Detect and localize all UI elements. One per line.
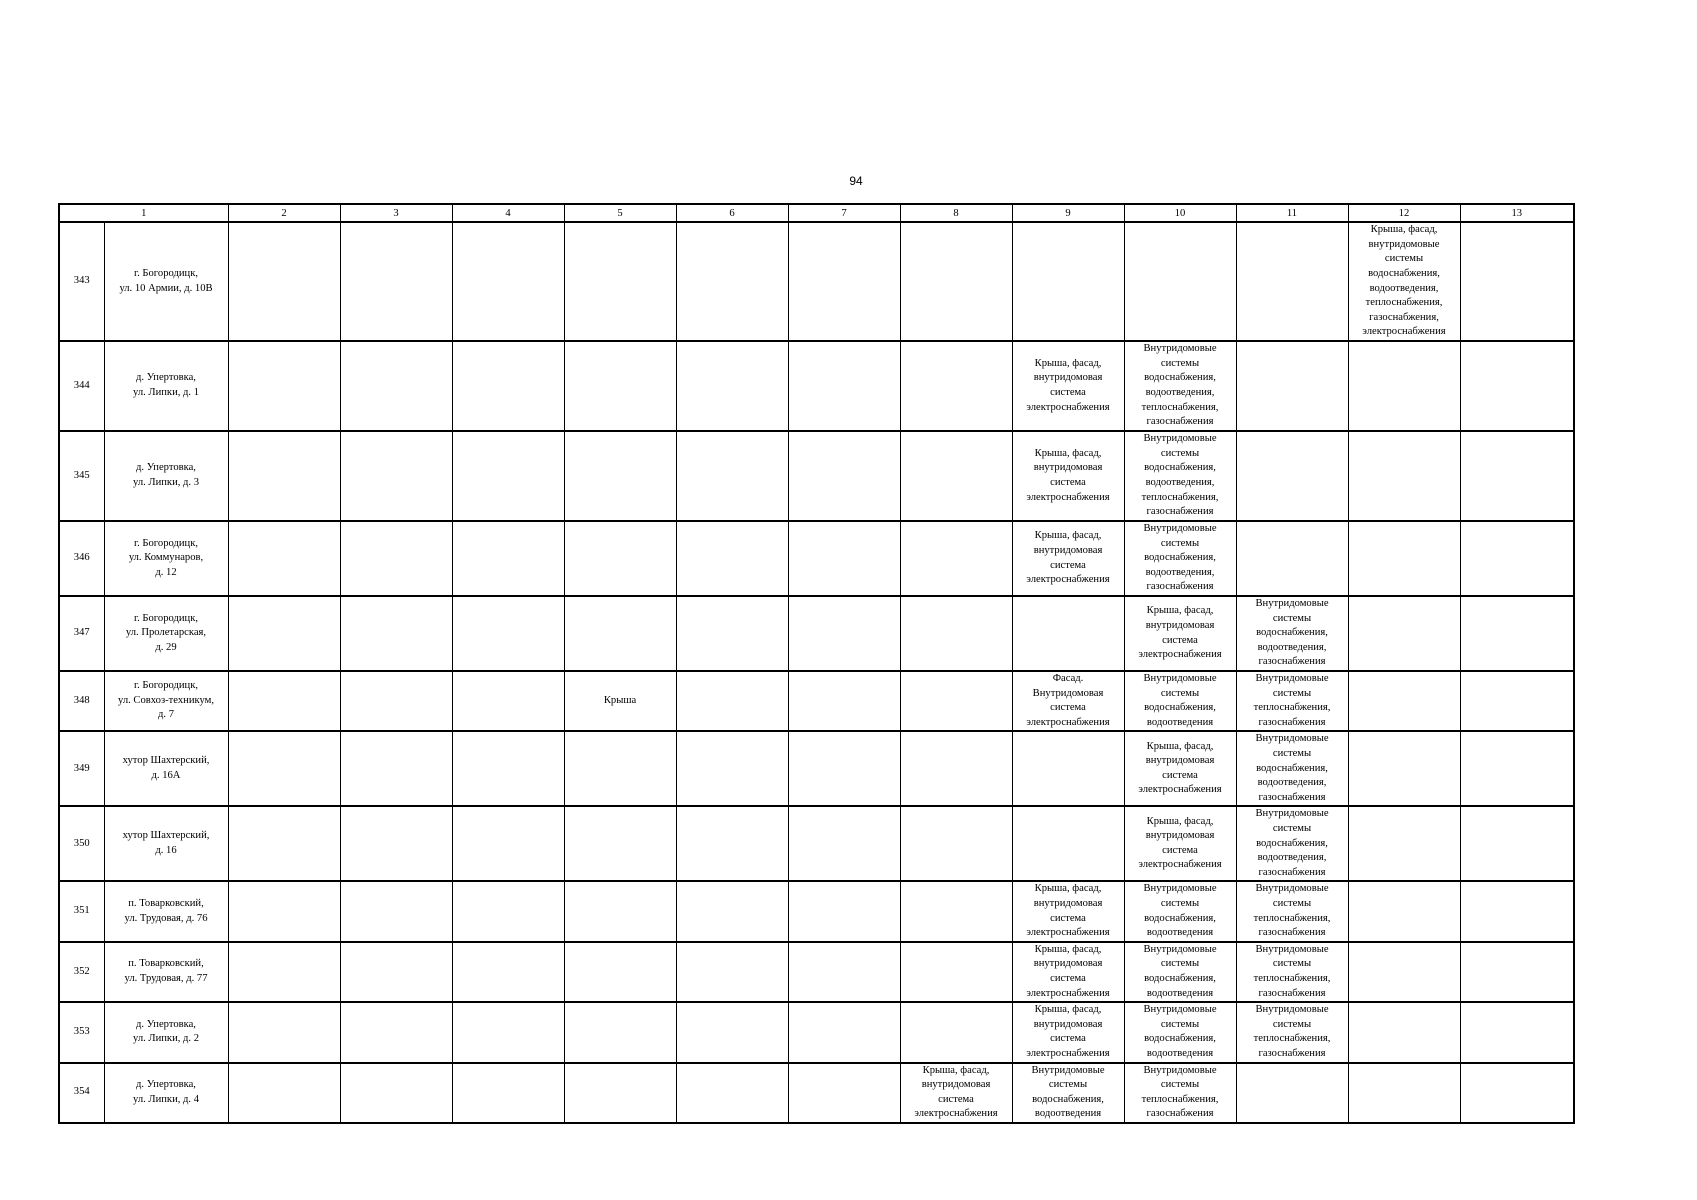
work-cell-11 — [1236, 942, 1348, 1002]
work-cell-12 — [1348, 521, 1460, 596]
cell-text: п. Товарковский, ул. Трудовая, д. 77 — [124, 958, 208, 984]
work-cell-6 — [676, 1063, 788, 1123]
work-cell-8 — [900, 431, 1012, 521]
cell-text: хутор Шахтерский, д. 16 — [122, 830, 210, 856]
address-cell — [104, 1002, 228, 1062]
cell-text: Внутридомовые системы водоснабжения, водоотведения — [1143, 943, 1217, 999]
address-cell — [104, 596, 228, 671]
address-cell — [104, 881, 228, 941]
work-cell-4 — [452, 1002, 564, 1062]
cell-text: 351 — [73, 905, 90, 917]
cell-text: 343 — [73, 275, 90, 287]
cell-text: 352 — [73, 965, 90, 977]
work-cell-10 — [1124, 431, 1236, 521]
cell-text: Внутридомовые системы теплоснабжения, газоснабжения — [1141, 1064, 1219, 1120]
work-cell-12 — [1348, 1063, 1460, 1123]
work-cell-4 — [452, 222, 564, 341]
column-header: 2 — [228, 204, 340, 222]
work-cell-11 — [1236, 521, 1348, 596]
cell-text: Крыша, фасад, внутридомовая система электроснабжения — [1138, 605, 1222, 661]
work-cell-12 — [1348, 881, 1460, 941]
address-cell — [104, 1063, 228, 1123]
address-cell — [104, 671, 228, 731]
cell-text: 346 — [73, 552, 90, 564]
work-cell-13 — [1460, 596, 1574, 671]
work-cell-4 — [452, 596, 564, 671]
cell-text: Крыша, фасад, внутридомовая система электроснабжения — [1138, 815, 1222, 871]
column-header: 8 — [900, 204, 1012, 222]
cell-text: Крыша, фасад, внутридомовые системы водоснабжения, водоотведения, теплоснабжения, газоснабжения, электроснабжения — [1362, 224, 1446, 338]
work-cell-12 — [1348, 731, 1460, 806]
work-cell-9 — [1012, 1002, 1124, 1062]
cell-text: д. Упертовка, ул. Липки, д. 1 — [132, 372, 200, 398]
table-row — [59, 431, 1574, 521]
work-cell-13 — [1460, 431, 1574, 521]
work-cell-12 — [1348, 431, 1460, 521]
cell-text: Внутридомовые системы водоснабжения, водоотведения — [1031, 1064, 1105, 1120]
work-cell-6 — [676, 431, 788, 521]
work-cell-12 — [1348, 806, 1460, 881]
repair-schedule-table — [58, 203, 1575, 1124]
table-row — [59, 1063, 1574, 1123]
work-cell-12 — [1348, 671, 1460, 731]
row-number-cell — [59, 806, 104, 881]
cell-text: Крыша, фасад, внутридомовая система электроснабжения — [1026, 530, 1110, 586]
work-cell-2 — [228, 1002, 340, 1062]
work-cell-11 — [1236, 596, 1348, 671]
table-row — [59, 521, 1574, 596]
column-header: 9 — [1012, 204, 1124, 222]
column-header: 13 — [1460, 204, 1574, 222]
table-row — [59, 881, 1574, 941]
cell-text: г. Богородицк, ул. Совхоз-техникум, д. 7 — [118, 680, 215, 721]
cell-text: Внутридомовые системы водоснабжения, водоотведения, газоснабжения — [1255, 808, 1329, 878]
work-cell-8 — [900, 942, 1012, 1002]
cell-text: п. Товарковский, ул. Трудовая, д. 76 — [124, 897, 208, 924]
cell-text: Крыша, фасад, внутридомовая система электроснабжения — [1026, 357, 1110, 413]
work-cell-7 — [788, 341, 900, 431]
work-cell-7 — [788, 1063, 900, 1123]
cell-text: хутор Шахтерский, д. 16А — [122, 755, 210, 781]
work-cell-4 — [452, 521, 564, 596]
work-cell-11 — [1236, 341, 1348, 431]
cell-text: Внутридомовые системы теплоснабжения, газоснабжения — [1253, 673, 1331, 728]
work-cell-2 — [228, 806, 340, 881]
work-cell-11 — [1236, 1063, 1348, 1123]
work-cell-12 — [1348, 596, 1460, 671]
work-cell-9 — [1012, 341, 1124, 431]
work-cell-6 — [676, 881, 788, 941]
table-row — [59, 596, 1574, 671]
work-cell-3 — [340, 431, 452, 521]
row-number-cell — [59, 222, 104, 341]
cell-text: Крыша, фасад, внутридомовая система электроснабжения — [1026, 1004, 1110, 1059]
row-number-cell — [59, 942, 104, 1002]
table-row — [59, 671, 1574, 731]
work-cell-3 — [340, 341, 452, 431]
table-row — [59, 806, 1574, 881]
work-cell-4 — [452, 671, 564, 731]
address-cell — [104, 431, 228, 521]
work-cell-10 — [1124, 1002, 1236, 1062]
cell-text: Крыша, фасад, внутридомовая система электроснабжения — [1026, 447, 1110, 503]
work-cell-7 — [788, 806, 900, 881]
work-cell-4 — [452, 1063, 564, 1123]
cell-text: Внутридомовые системы теплоснабжения, газоснабжения — [1253, 883, 1331, 939]
table-row — [59, 341, 1574, 431]
work-cell-13 — [1460, 942, 1574, 1002]
work-cell-2 — [228, 521, 340, 596]
work-cell-2 — [228, 341, 340, 431]
work-cell-5 — [564, 731, 676, 806]
work-cell-6 — [676, 731, 788, 806]
work-cell-7 — [788, 671, 900, 731]
cell-text: Внутридомовые системы водоснабжения, водоотведения — [1143, 1004, 1217, 1059]
work-cell-11 — [1236, 671, 1348, 731]
address-cell — [104, 341, 228, 431]
row-number-cell — [59, 1063, 104, 1123]
work-cell-3 — [340, 1002, 452, 1062]
cell-text: Фасад. Внутридомовая система электроснабжения — [1026, 673, 1110, 728]
work-cell-8 — [900, 1002, 1012, 1062]
cell-text: г. Богородицк, ул. Пролетарская, д. 29 — [125, 612, 207, 653]
work-cell-7 — [788, 222, 900, 341]
work-cell-4 — [452, 942, 564, 1002]
work-cell-8 — [900, 1063, 1012, 1123]
cell-text: Крыша, фасад, внутридомовая система электроснабжения — [1026, 943, 1110, 999]
work-cell-5 — [564, 881, 676, 941]
work-cell-7 — [788, 942, 900, 1002]
work-cell-11 — [1236, 222, 1348, 341]
column-header: 4 — [452, 204, 564, 222]
work-cell-5 — [564, 1002, 676, 1062]
work-cell-4 — [452, 881, 564, 941]
work-cell-13 — [1460, 731, 1574, 806]
work-cell-6 — [676, 341, 788, 431]
work-cell-5 — [564, 341, 676, 431]
work-cell-10 — [1124, 806, 1236, 881]
work-cell-8 — [900, 341, 1012, 431]
work-cell-5 — [564, 1063, 676, 1123]
work-cell-5 — [564, 671, 676, 731]
work-cell-9 — [1012, 222, 1124, 341]
work-cell-6 — [676, 596, 788, 671]
work-cell-4 — [452, 431, 564, 521]
row-number-cell — [59, 881, 104, 941]
work-cell-9 — [1012, 596, 1124, 671]
work-cell-2 — [228, 596, 340, 671]
column-header: 7 — [788, 204, 900, 222]
work-cell-7 — [788, 521, 900, 596]
work-cell-5 — [564, 942, 676, 1002]
cell-text: д. Упертовка, ул. Липки, д. 2 — [132, 1018, 200, 1045]
cell-text: Внутридомовые системы водоснабжения, водоотведения — [1143, 883, 1217, 939]
address-cell — [104, 731, 228, 806]
work-cell-10 — [1124, 222, 1236, 341]
cell-text: д. Упертовка, ул. Липки, д. 4 — [132, 1079, 200, 1105]
cell-text: Крыша, фасад, внутридомовая система электроснабжения — [1026, 883, 1110, 939]
work-cell-3 — [340, 521, 452, 596]
work-cell-2 — [228, 222, 340, 341]
work-cell-11 — [1236, 431, 1348, 521]
cell-text: Крыша — [603, 694, 637, 706]
work-cell-3 — [340, 942, 452, 1002]
cell-text: 344 — [73, 379, 90, 391]
work-cell-10 — [1124, 942, 1236, 1002]
work-cell-8 — [900, 521, 1012, 596]
work-cell-4 — [452, 341, 564, 431]
work-cell-10 — [1124, 341, 1236, 431]
work-cell-6 — [676, 1002, 788, 1062]
work-cell-2 — [228, 431, 340, 521]
work-cell-13 — [1460, 1002, 1574, 1062]
work-cell-2 — [228, 881, 340, 941]
work-cell-13 — [1460, 222, 1574, 341]
work-cell-5 — [564, 806, 676, 881]
work-cell-3 — [340, 1063, 452, 1123]
cell-text: г. Богородицк, ул. Коммунаров, д. 12 — [128, 537, 204, 578]
cell-text: Внутридомовые системы водоснабжения, водоотведения — [1143, 673, 1217, 728]
cell-text: Крыша, фасад, внутридомовая система электроснабжения — [1138, 740, 1222, 796]
cell-text: 350 — [73, 837, 90, 849]
work-cell-12 — [1348, 341, 1460, 431]
cell-text: Крыша, фасад, внутридомовая система электроснабжения — [914, 1064, 998, 1120]
work-cell-8 — [900, 222, 1012, 341]
cell-text: Внутридомовые системы теплоснабжения, газоснабжения — [1253, 1004, 1331, 1059]
work-cell-5 — [564, 521, 676, 596]
cell-text: Внутридомовые системы водоснабжения, водоотведения, газоснабжения — [1255, 733, 1329, 803]
work-cell-7 — [788, 881, 900, 941]
work-cell-9 — [1012, 521, 1124, 596]
address-cell — [104, 806, 228, 881]
row-number-cell — [59, 731, 104, 806]
column-header: 10 — [1124, 204, 1236, 222]
column-header: 1 — [59, 204, 228, 222]
cell-text: 353 — [73, 1026, 90, 1038]
cell-text: Внутридомовые системы теплоснабжения, газоснабжения — [1253, 943, 1331, 999]
work-cell-5 — [564, 431, 676, 521]
work-cell-2 — [228, 671, 340, 731]
column-header-row — [59, 204, 1574, 222]
work-cell-12 — [1348, 942, 1460, 1002]
work-cell-9 — [1012, 731, 1124, 806]
column-header: 5 — [564, 204, 676, 222]
work-cell-2 — [228, 731, 340, 806]
row-number-cell — [59, 596, 104, 671]
work-cell-11 — [1236, 881, 1348, 941]
cell-text: Внутридомовые системы водоснабжения, водоотведения, газоснабжения — [1143, 523, 1217, 593]
work-cell-10 — [1124, 1063, 1236, 1123]
work-cell-6 — [676, 671, 788, 731]
work-cell-9 — [1012, 806, 1124, 881]
cell-text: д. Упертовка, ул. Липки, д. 3 — [132, 462, 200, 488]
table-row — [59, 731, 1574, 806]
table-row — [59, 222, 1574, 341]
cell-text: Внутридомовые системы водоснабжения, водоотведения, теплоснабжения, газоснабжения — [1141, 433, 1219, 518]
work-cell-8 — [900, 671, 1012, 731]
work-cell-10 — [1124, 521, 1236, 596]
work-cell-9 — [1012, 671, 1124, 731]
work-cell-2 — [228, 1063, 340, 1123]
cell-text: г. Богородицк, ул. 10 Армии, д. 10В — [119, 267, 213, 294]
table-body — [59, 204, 1574, 1123]
cell-text: 345 — [73, 469, 90, 481]
address-cell — [104, 222, 228, 341]
work-cell-6 — [676, 521, 788, 596]
work-cell-13 — [1460, 1063, 1574, 1123]
work-cell-9 — [1012, 1063, 1124, 1123]
row-number-cell — [59, 521, 104, 596]
cell-text: 349 — [73, 762, 90, 774]
work-cell-10 — [1124, 881, 1236, 941]
work-cell-9 — [1012, 431, 1124, 521]
work-cell-6 — [676, 806, 788, 881]
work-cell-3 — [340, 671, 452, 731]
column-header: 11 — [1236, 204, 1348, 222]
table-row — [59, 942, 1574, 1002]
work-cell-10 — [1124, 596, 1236, 671]
work-cell-7 — [788, 731, 900, 806]
work-cell-7 — [788, 1002, 900, 1062]
page-number: 94 — [849, 174, 863, 188]
work-cell-7 — [788, 431, 900, 521]
work-cell-13 — [1460, 521, 1574, 596]
cell-text: 354 — [73, 1086, 90, 1098]
cell-text: 348 — [73, 694, 90, 706]
cell-text: 347 — [73, 627, 90, 639]
work-cell-10 — [1124, 671, 1236, 731]
work-cell-6 — [676, 942, 788, 1002]
work-cell-13 — [1460, 671, 1574, 731]
work-cell-8 — [900, 731, 1012, 806]
cell-text: Внутридомовые системы водоснабжения, водоотведения, теплоснабжения, газоснабжения — [1141, 343, 1219, 428]
work-cell-7 — [788, 596, 900, 671]
work-cell-6 — [676, 222, 788, 341]
row-number-cell — [59, 671, 104, 731]
work-cell-11 — [1236, 1002, 1348, 1062]
work-cell-12 — [1348, 1002, 1460, 1062]
work-cell-8 — [900, 881, 1012, 941]
work-cell-3 — [340, 222, 452, 341]
cell-text: Внутридомовые системы водоснабжения, водоотведения, газоснабжения — [1255, 598, 1329, 668]
work-cell-3 — [340, 596, 452, 671]
work-cell-11 — [1236, 806, 1348, 881]
work-cell-8 — [900, 806, 1012, 881]
work-cell-3 — [340, 881, 452, 941]
work-cell-4 — [452, 731, 564, 806]
row-number-cell — [59, 341, 104, 431]
work-cell-3 — [340, 806, 452, 881]
work-cell-9 — [1012, 942, 1124, 1002]
work-cell-8 — [900, 596, 1012, 671]
work-cell-13 — [1460, 881, 1574, 941]
address-cell — [104, 942, 228, 1002]
column-header: 3 — [340, 204, 452, 222]
column-header: 12 — [1348, 204, 1460, 222]
work-cell-11 — [1236, 731, 1348, 806]
work-cell-12 — [1348, 222, 1460, 341]
work-cell-5 — [564, 222, 676, 341]
table-row — [59, 1002, 1574, 1062]
work-cell-5 — [564, 596, 676, 671]
column-header: 6 — [676, 204, 788, 222]
work-cell-13 — [1460, 341, 1574, 431]
work-cell-10 — [1124, 731, 1236, 806]
work-cell-4 — [452, 806, 564, 881]
work-cell-9 — [1012, 881, 1124, 941]
work-cell-3 — [340, 731, 452, 806]
row-number-cell — [59, 431, 104, 521]
row-number-cell — [59, 1002, 104, 1062]
work-cell-13 — [1460, 806, 1574, 881]
address-cell — [104, 521, 228, 596]
work-cell-2 — [228, 942, 340, 1002]
